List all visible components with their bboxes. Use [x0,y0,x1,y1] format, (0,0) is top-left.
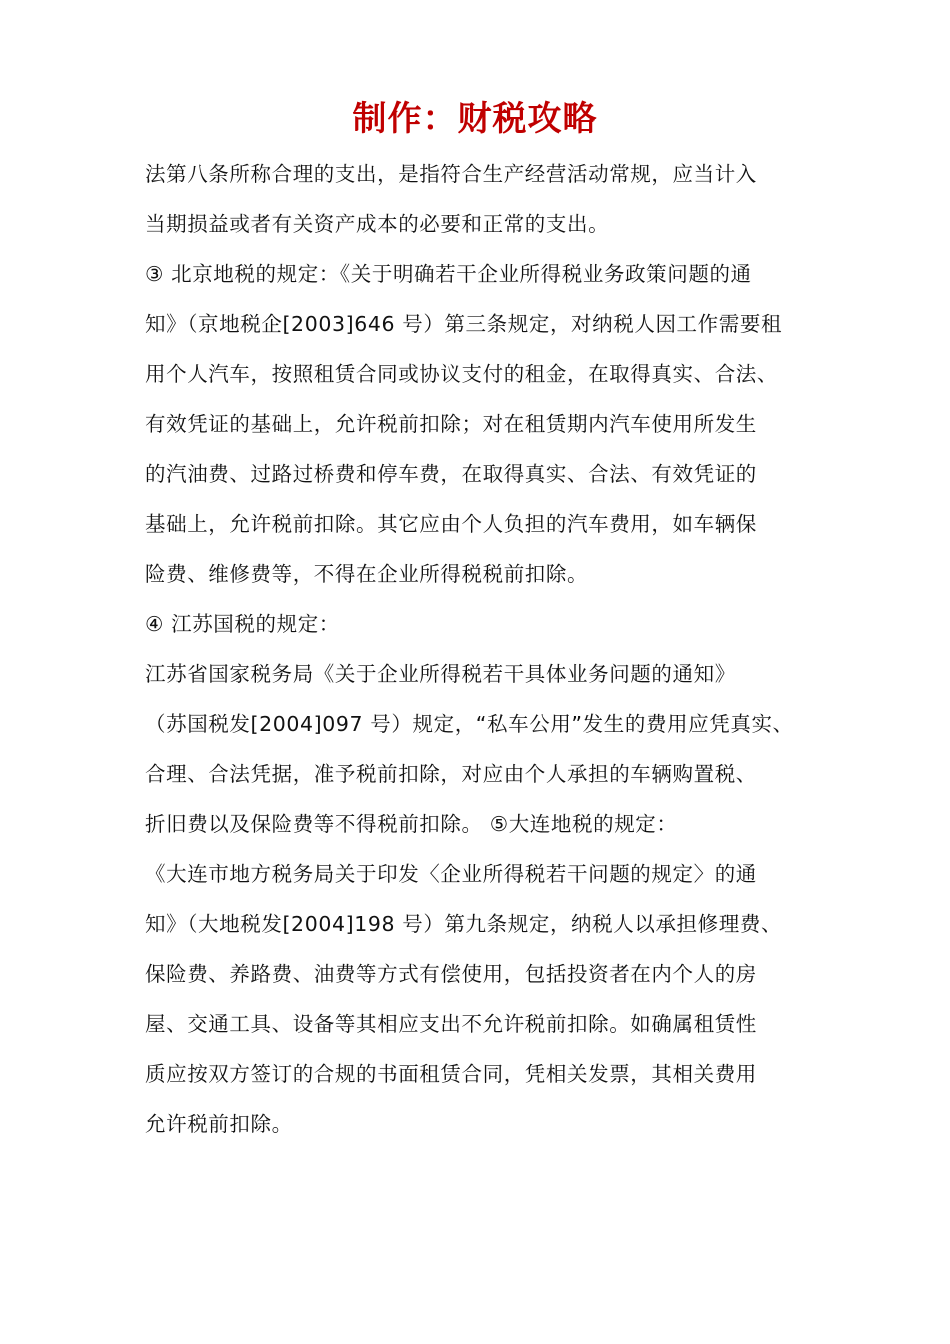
text-line: 基础上，允许税前扣除。其它应由个人负担的汽车费用，如车辆保 [145,512,757,536]
text-line: 允许税前扣除。 [145,1112,293,1136]
text-line: 险费、维修费等，不得在企业所得税税前扣除。 [145,562,589,586]
text-line: 知》（大地税发[2004]198 号）第九条规定，纳税人以承担修理费、 [145,912,783,936]
text-line: ③ 北京地税的规定：《关于明确若干企业所得税业务政策问题的通 [145,262,752,286]
text-line: 合理、合法凭据，准予税前扣除，对应由个人承担的车辆购置税、 [145,762,757,786]
text-line: 当期损益或者有关资产成本的必要和正常的支出。 [145,212,610,236]
text-line: 《大连市地方税务局关于印发〈企业所得税若干问题的规定〉的通 [145,862,757,886]
text-line: 用个人汽车，按照租赁合同或协议支付的租金，在取得真实、合法、 [145,362,778,386]
text-line: 屋、交通工具、设备等其相应支出不允许税前扣除。如确属租赁性 [145,1012,757,1036]
text-line: 法第八条所称合理的支出，是指符合生产经营活动常规，应当计入 [145,162,757,186]
text-line: 保险费、养路费、油费等方式有偿使用，包括投资者在内个人的房 [145,962,757,986]
text-line: 知》（京地税企[2003]646 号）第三条规定，对纳税人因工作需要租 [145,312,783,336]
document-body [145,149,835,1149]
page-title: 制作：财税攻略 [352,98,598,139]
text-line: 江苏省国家税务局《关于企业所得税若干具体业务问题的通知》 [145,662,736,686]
text-line: 质应按双方签订的合规的书面租赁合同，凭相关发票，其相关费用 [145,1062,757,1086]
text-line: 折旧费以及保险费等不得税前扣除。 ⑤大连地税的规定： [145,812,678,836]
text-line: 的汽油费、过路过桥费和停车费，在取得真实、合法、有效凭证的 [145,462,757,486]
text-line: 有效凭证的基础上，允许税前扣除；对在租赁期内汽车使用所发生 [145,412,757,436]
text-line: ④ 江苏国税的规定： [145,612,340,636]
text-line: （苏国税发[2004]097 号）规定，“私车公用”发生的费用应凭真实、 [145,712,794,736]
